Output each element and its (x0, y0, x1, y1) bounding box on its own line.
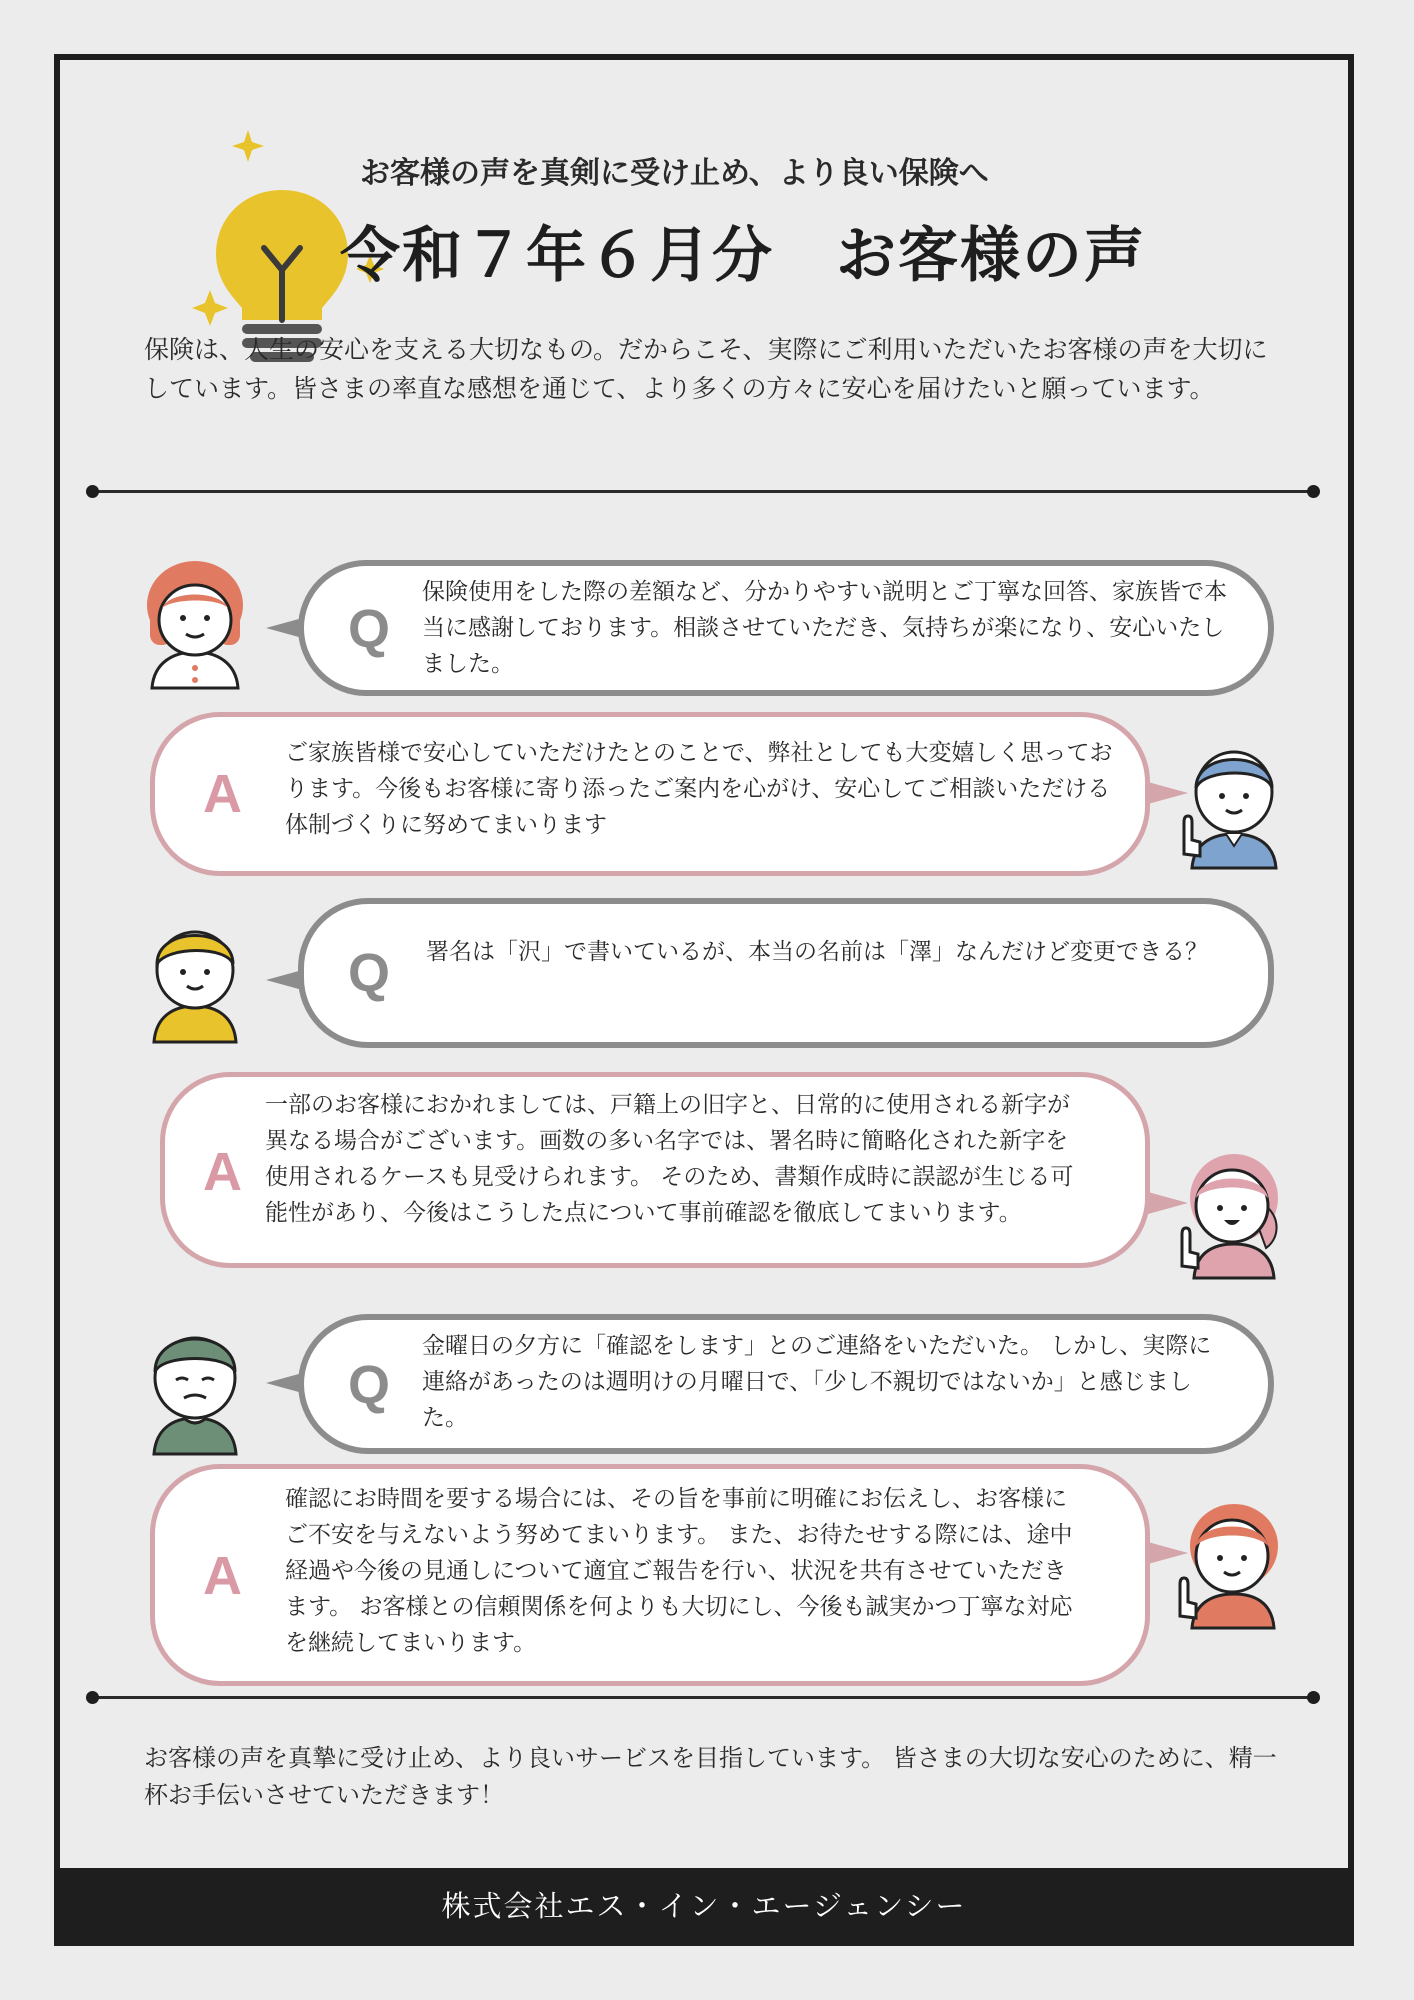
question-label: Q (348, 943, 391, 1003)
page-title: 令和７年６月分 お客様の声 (340, 221, 1146, 291)
staff-avatar-3 (1164, 1486, 1290, 1630)
answer-text-1: ご家族皆様で安心していただけたとのことで、弊社としても大変嬉しく思っております。今後もお客様に寄り添ったご案内を心がけ、安心してご相談いただける体制づくりに努めてまいります (285, 740, 1113, 838)
bottom-divider (92, 1696, 1314, 1699)
answer-bubble-2 (160, 1072, 1150, 1268)
customer-avatar-2 (140, 904, 250, 1044)
footer-bar (60, 1868, 1348, 1940)
company-name: 株式会社エス・イン・エージェンシー (441, 1888, 967, 1923)
answer-bubble-1 (150, 712, 1150, 876)
question-text-3: 金曜日の夕方に「確認をします」とのご連絡をいただいた。 しかし、実際に連絡があったのは週明けの月曜日で、「少し不親切ではないか」と感じました。 (422, 1333, 1212, 1431)
question-label: Q (348, 599, 391, 659)
closing-text: お客様の声を真摯に受け止め、より良いサービスを目指しています。 皆さまの大切な安心のために、精一杯お手伝いさせていただきます！ (144, 1744, 1277, 1809)
intro-text: 保険は、人生の安心を支える大切なもの。だからこそ、実際にご利用いただいたお客様の声を大切にしています。皆さまの率直な感想を通じて、より多くの方々に安心を届けたいと願っています。 (144, 335, 1268, 403)
answer-text-3: 確認にお時間を要する場合には、その旨を事前に明確にお伝えし、お客様にご不安を与えないよう努めてまいります。 また、お待たせする際には、途中経過や今後の見通しについて適宜ご報告を行い、状況を共有させていただきます。 お客様との信頼関係を何よりも大切にし、今後も誠実かつ丁寧な対応を継続してまいります。 (285, 1486, 1073, 1656)
question-text-2: 署名は「沢」で書いているが、本当の名前は「澤」なんだけど変更できる？ (426, 939, 1208, 965)
question-label: Q (348, 1355, 391, 1415)
customer-avatar-3 (140, 1310, 250, 1456)
header-subtitle: お客様の声を真剣に受け止め、より良い保険へ (360, 156, 989, 191)
customer-avatar-1 (140, 550, 250, 690)
question-bubble-1 (298, 560, 1274, 696)
question-bubble-2 (298, 898, 1274, 1048)
top-divider (92, 490, 1314, 493)
staff-avatar-2 (1166, 1136, 1290, 1280)
answer-label: A (203, 764, 242, 824)
answer-label: A (203, 1142, 242, 1202)
answer-text-2: 一部のお客様におかれましては、戸籍上の旧字と、日常的に使用される新字が異なる場合がございます。画数の多い名字では、署名時に簡略化された新字を使用されるケースも見受けられます。 そのため、書類作成時に誤認が生じる可能性があり、今後はこうした点について事前確認を徹底してまいります。 (265, 1092, 1074, 1226)
question-bubble-3 (298, 1314, 1274, 1454)
staff-avatar-1 (1170, 730, 1290, 870)
question-text-1: 保険使用をした際の差額など、分かりやすい説明とご丁寧な回答、家族皆で本当に感謝しております。相談させていただき、気持ちが楽になり、安心いたしました。 (422, 579, 1227, 677)
answer-label: A (203, 1546, 242, 1606)
page-frame (54, 54, 1354, 1946)
answer-bubble-3 (150, 1464, 1150, 1686)
